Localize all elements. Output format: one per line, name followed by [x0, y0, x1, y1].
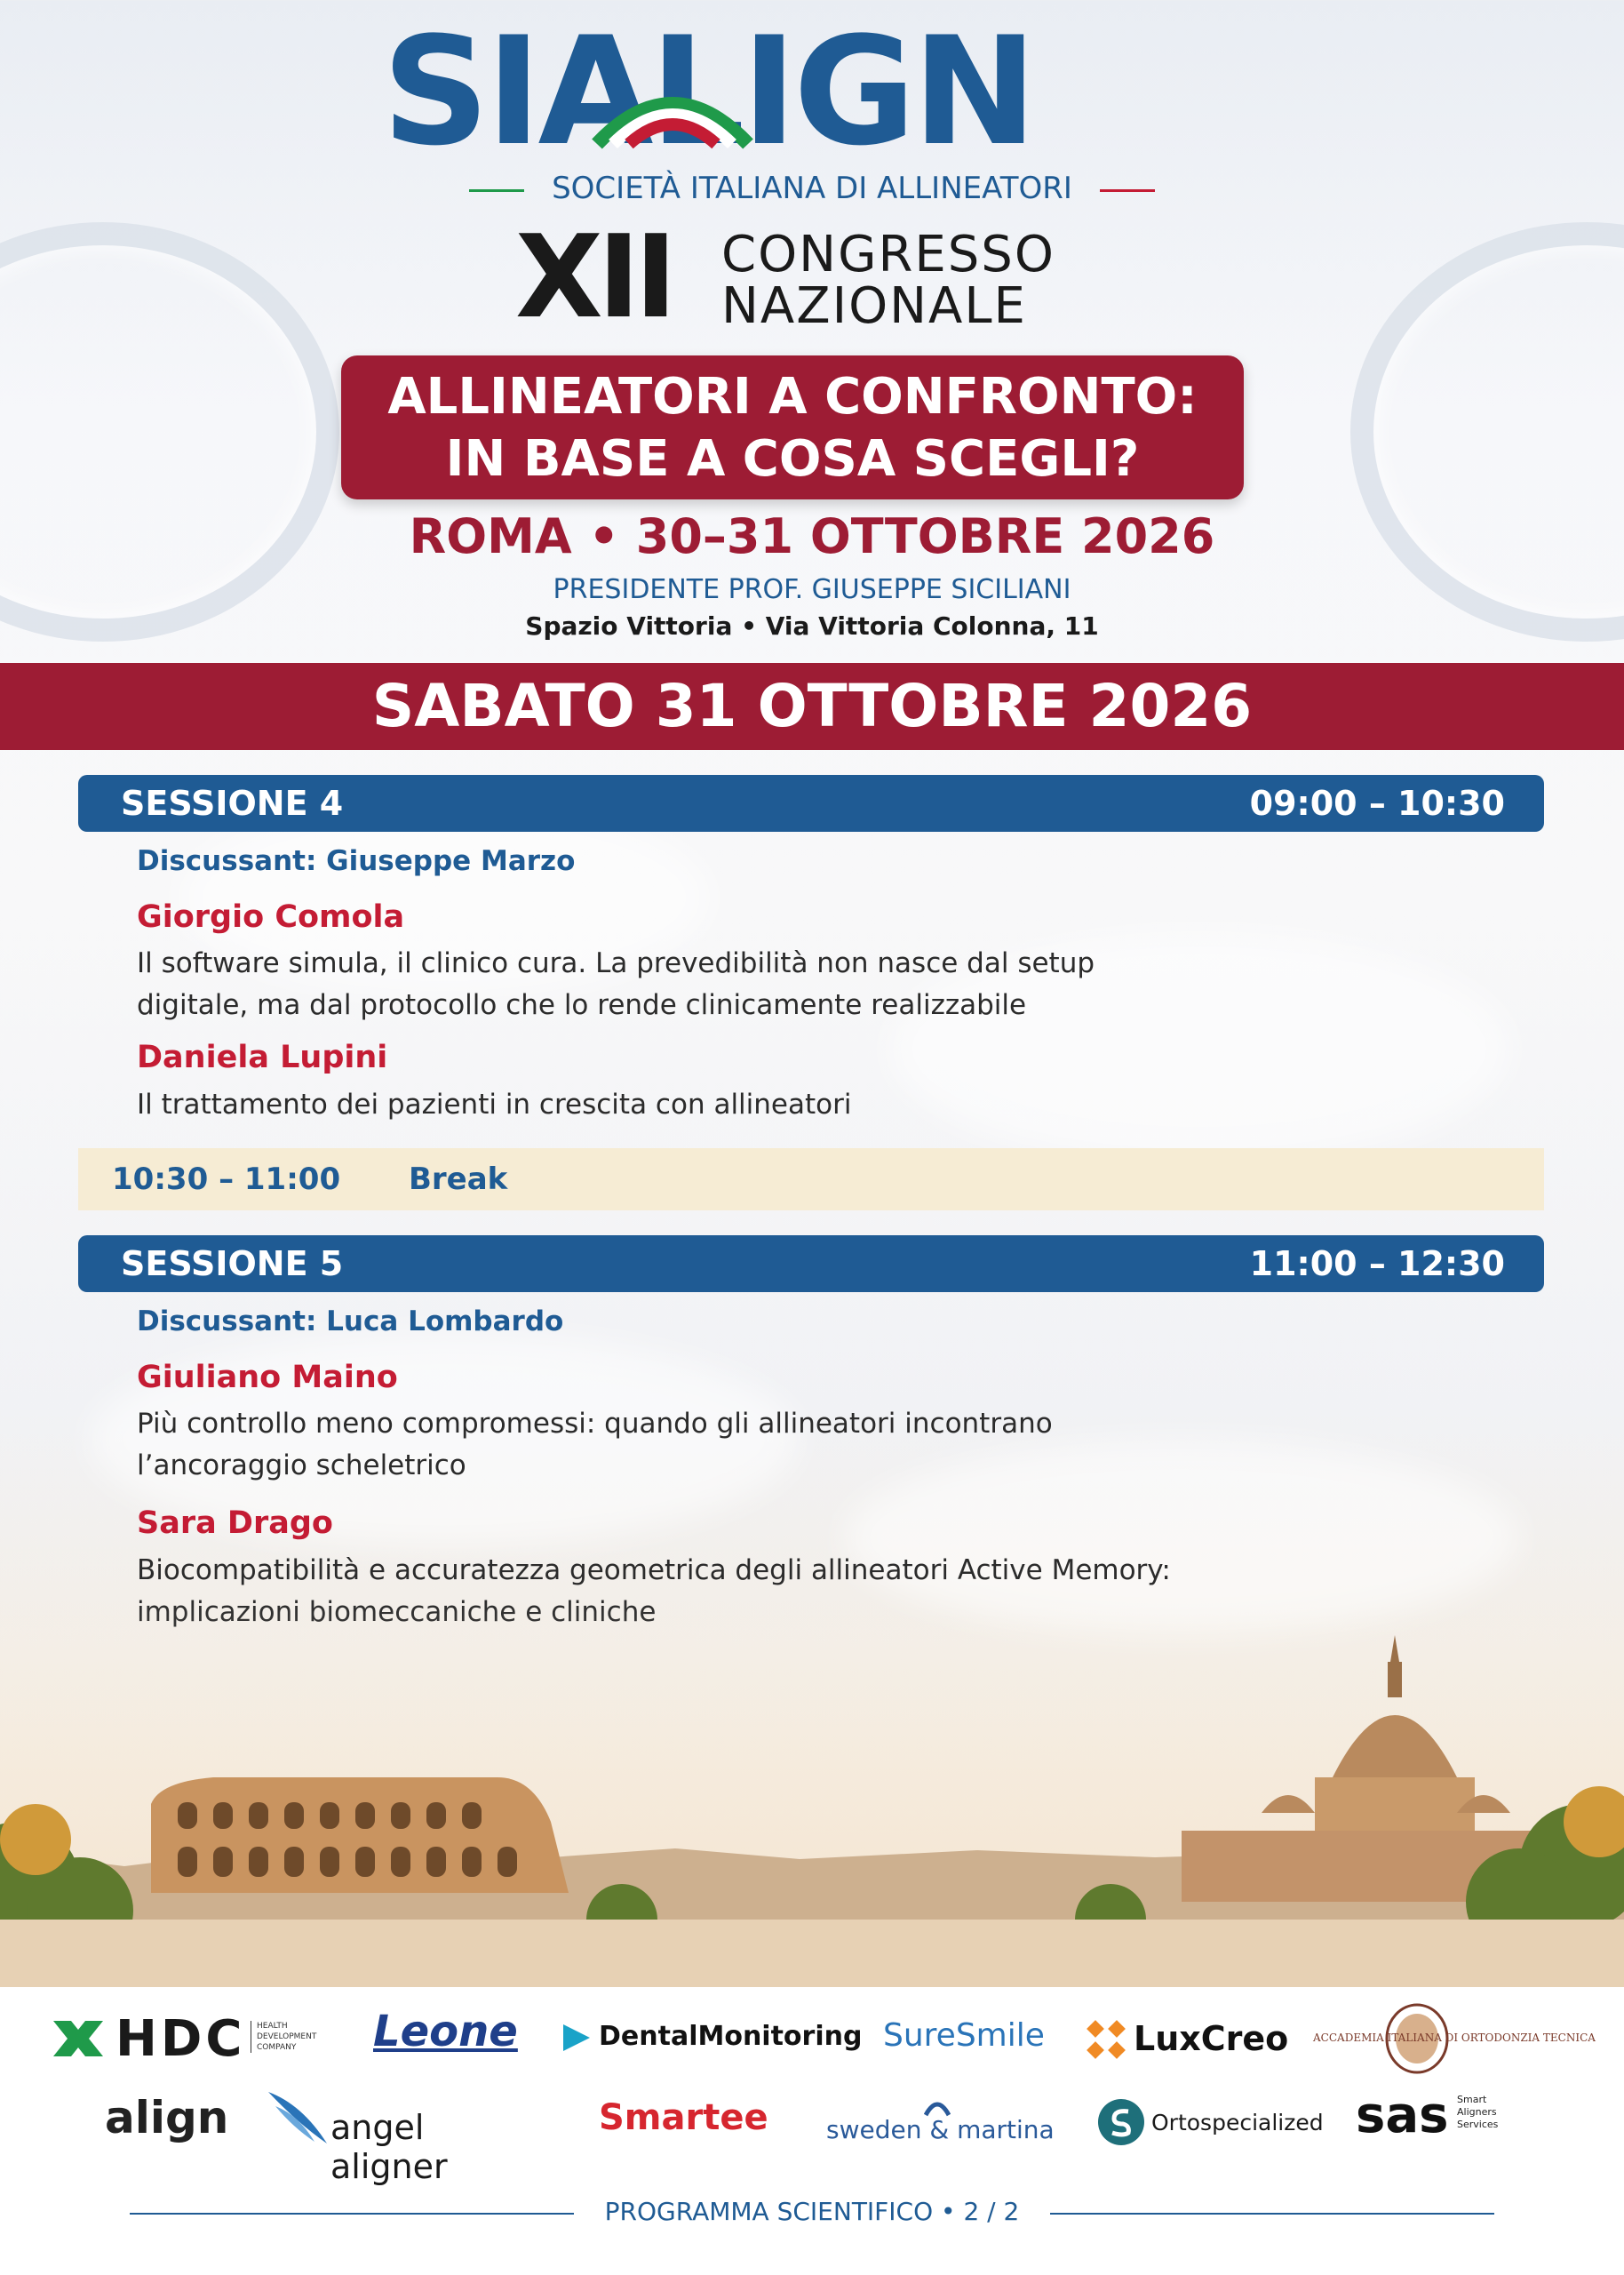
sponsor-ortospecialized-logo — [1096, 2097, 1324, 2151]
accademia-text: ACCADEMIA ITALIANA DI ORTODONZIA TECNICA — [1313, 2032, 1596, 2044]
luxcreo-text: LuxCreo — [1134, 2019, 1289, 2058]
sponsor-align-logo — [105, 2092, 247, 2154]
session-time: 09:00 – 10:30 — [1249, 784, 1505, 823]
italian-flag-arc-icon — [588, 55, 757, 153]
day-title: SABATO 31 OTTOBRE 2026 — [371, 672, 1253, 740]
break-time: 10:30 – 11:00 — [112, 1161, 341, 1197]
hdc-sub-line: DEVELOPMENT — [257, 2032, 317, 2041]
society-name: SOCIETÀ ITALIANA DI ALLINEATORI — [552, 171, 1072, 206]
hdc-sub-line: HEALTH — [257, 2022, 288, 2031]
congress-line2: NAZIONALE — [721, 277, 1027, 335]
speaker-name: Sara Drago — [137, 1505, 333, 1541]
talk-title — [137, 1084, 1292, 1126]
sponsor-suresmile-logo — [883, 2017, 1061, 2062]
speaker-name: Giorgio Comola — [137, 899, 405, 935]
ortospecialized-s-icon — [1096, 2097, 1146, 2147]
discussant: Discussant: Giuseppe Marzo — [137, 845, 576, 877]
dentalmonitoring-text: DentalMonitoring — [599, 2021, 863, 2052]
sas-sub-line: Smart — [1457, 2094, 1487, 2105]
edition-number: XII — [515, 212, 672, 344]
city-date: ROMA • 30–31 OTTOBRE 2026 — [409, 508, 1215, 564]
title-line2: IN BASE A COSA SCEGLI? — [445, 430, 1140, 488]
angel-wing-icon — [267, 2088, 329, 2145]
speaker-name: Daniela Lupini — [137, 1040, 388, 1075]
break-row — [78, 1148, 1544, 1210]
talk-title — [137, 943, 1292, 1026]
sponsor-leone-logo — [373, 2007, 533, 2069]
angel-text: angel aligner — [330, 2108, 448, 2186]
title-line1: ALLINEATORI A CONFRONTO: — [387, 368, 1198, 426]
hdc-subtitle — [251, 2021, 316, 2053]
hdc-cross-icon — [53, 2014, 103, 2063]
rome-skyline-illustration — [0, 1600, 1624, 2008]
president: PRESIDENTE PROF. GIUSEPPE SICILIANI — [553, 574, 1071, 605]
sponsor-accademia-logo — [1313, 2003, 1596, 2074]
session-label: SESSIONE 5 — [121, 1244, 344, 1283]
hdc-text: HDC — [115, 2010, 246, 2068]
play-triangle-icon — [561, 2023, 592, 2053]
talk-title-line: l’ancoraggio scheletrico — [137, 1449, 466, 1481]
sponsor-dentalmonitoring-logo — [561, 2017, 863, 2062]
day-banner — [0, 663, 1624, 750]
sas-subtitle — [1457, 2094, 1498, 2131]
break-label: Break — [409, 1161, 508, 1197]
sweden-martina-text: sweden & martina — [826, 2115, 1055, 2144]
venue: Spazio Vittoria • Via Vittoria Colonna, 11 — [525, 611, 1099, 641]
talk-title-line: digitale, ma dal protocollo che lo rende clinicamente realizzabile — [137, 989, 1027, 1021]
session-label: SESSIONE 4 — [121, 784, 344, 823]
sponsor-smartee-logo — [599, 2097, 776, 2151]
session-time: 11:00 – 12:30 — [1249, 1244, 1505, 1283]
smartee-text: Smartee — [599, 2097, 768, 2138]
sponsor-hdc-logo — [53, 2003, 355, 2074]
sponsor-luxcreo-logo — [1086, 2012, 1290, 2065]
sas-sub-line: Services — [1457, 2119, 1499, 2130]
talk-title-line: Il trattamento dei pazienti in crescita con allineatori — [137, 1089, 852, 1121]
sponsor-angelaligner-logo — [267, 2088, 551, 2186]
hdc-sub-line: COMPANY — [257, 2043, 297, 2052]
speaker-name: Giuliano Maino — [137, 1360, 398, 1395]
align-text: align — [105, 2092, 229, 2143]
ortospecialized-text: Ortospecialized — [1151, 2110, 1324, 2135]
congress-label — [721, 226, 1055, 335]
session-5-header — [78, 1235, 1544, 1292]
luxcreo-x-icon — [1086, 2019, 1126, 2060]
talk-title-line: Il software simula, il clinico cura. La prevedibilità non nasce dal setup — [137, 947, 1095, 979]
sponsor-sweden-martina-logo — [826, 2097, 1055, 2151]
sponsor-sas-logo — [1356, 2087, 1533, 2154]
logo-text: SIALIGN — [382, 4, 1034, 179]
sas-sub-line: Aligners — [1457, 2106, 1497, 2118]
talk-title — [137, 1403, 1292, 1487]
discussant: Discussant: Luca Lombardo — [137, 1305, 564, 1337]
congress-title-box — [341, 355, 1244, 499]
congress-line1: CONGRESSO — [721, 226, 1055, 283]
session-4-header — [78, 775, 1544, 832]
suresmile-text: SureSmile — [883, 2017, 1045, 2054]
sweden-martina-arc-icon — [924, 2097, 951, 2117]
leone-text: Leone — [373, 2007, 518, 2056]
sialign-logo — [382, 4, 1253, 179]
talk-title-line: Più controllo meno compromessi: quando gli allineatori incontrano — [137, 1408, 1053, 1440]
sas-text: sas — [1356, 2087, 1449, 2144]
footer-page-label: PROGRAMMA SCIENTIFICO • 2 / 2 — [604, 2197, 1020, 2226]
talk-title-line: Biocompatibilità e accuratezza geometrica degli allineatori Active Memory: — [137, 1554, 1171, 1586]
sponsors-section — [0, 1987, 1624, 2275]
